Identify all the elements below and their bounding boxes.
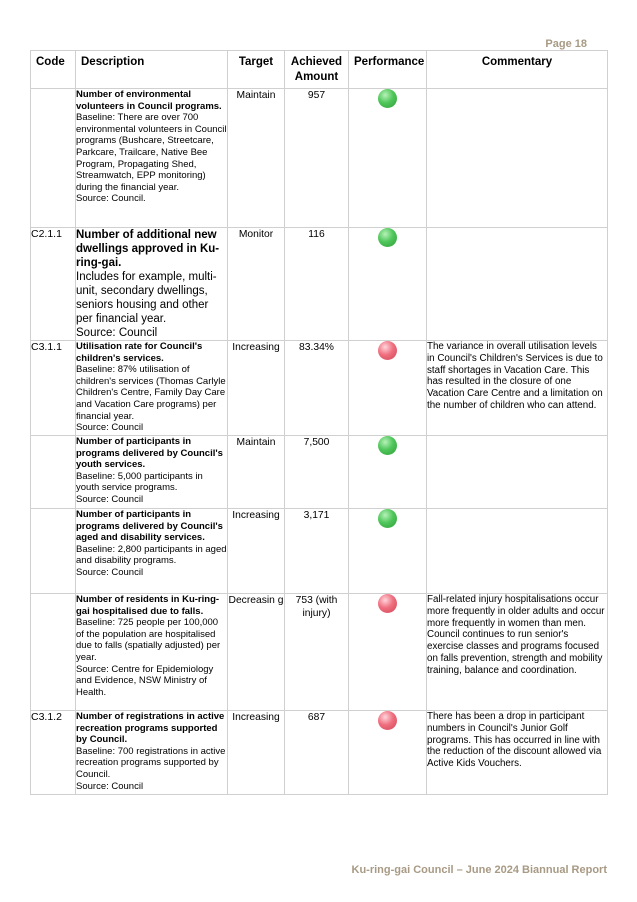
performance-green-indicator-icon: [378, 509, 397, 528]
row-description: [76, 711, 228, 795]
row-commentary: The variance in overall utilisation levels in Council's Children's Services is due to staff shortages in Vacation Care. This has resulted in the closure of one Vacation Care Centre and a limitation on the number of children who can attend.: [427, 341, 608, 436]
row-performance: [349, 594, 427, 711]
measure-baseline: Includes for example, multi-unit, secondary dwellings, seniors housing and other per financial year.: [76, 271, 217, 325]
row-description: [76, 436, 228, 509]
row-code: [31, 436, 76, 509]
header-description: Description: [76, 51, 228, 89]
measure-title: Utilisation rate for Council's children's services.: [76, 341, 203, 364]
performance-green-indicator-icon: [378, 228, 397, 247]
row-code: C3.1.2: [31, 711, 76, 795]
row-target: Decreasin g: [228, 594, 285, 711]
measure-title: Number of registrations in active recreation programs supported by Council.: [76, 711, 225, 746]
row-performance: [349, 89, 427, 228]
performance-green-indicator-icon: [378, 436, 397, 455]
row-description: [76, 509, 228, 594]
measure-baseline: Baseline: 5,000 participants in youth service programs.: [76, 470, 203, 494]
performance-red-indicator-icon: [378, 711, 397, 730]
row-achieved: 3,171: [285, 509, 349, 594]
header-achieved-amount: [285, 51, 349, 89]
row-target: Increasing: [228, 711, 285, 795]
row-performance: [349, 711, 427, 795]
row-target: Maintain: [228, 436, 285, 509]
measure-baseline: Baseline: 87% utilisation of children's services (Thomas Carlyle Children's Centre, Family Day Care and Vacation Care programs) per financial year.: [76, 364, 226, 422]
row-code: C3.1.1: [31, 341, 76, 436]
measure-title: Number of additional new dwellings approved in Ku-ring-gai.: [76, 229, 220, 269]
row-performance: [349, 228, 427, 341]
row-achieved: 957: [285, 89, 349, 228]
header-code: Code: [31, 51, 76, 89]
table-row: [31, 509, 608, 594]
measure-title: Number of participants in programs delivered by Council's youth services.: [76, 436, 223, 471]
table-row: [31, 89, 608, 228]
row-description: [76, 341, 228, 436]
measure-source: Source: Council: [76, 493, 144, 505]
row-description: [76, 594, 228, 711]
row-performance: [349, 436, 427, 509]
row-target: Increasing: [228, 341, 285, 436]
table-header-row: [31, 51, 608, 89]
header-achieved-line2: Amount: [294, 71, 339, 83]
row-performance: [349, 509, 427, 594]
row-achieved: 687: [285, 711, 349, 795]
page-number: Page 18: [545, 38, 587, 50]
row-achieved: 753 (with injury): [285, 594, 349, 711]
row-performance: [349, 341, 427, 436]
row-description: [76, 228, 228, 341]
table-row: [31, 228, 608, 341]
row-commentary: [427, 228, 608, 341]
table-row: [31, 711, 608, 795]
header-commentary: Commentary: [427, 51, 608, 89]
measure-source: Source: Council: [76, 780, 144, 792]
performance-table: [30, 50, 608, 795]
performance-green-indicator-icon: [378, 89, 397, 108]
table-row: [31, 436, 608, 509]
row-achieved: 83.34%: [285, 341, 349, 436]
row-target: Increasing: [228, 509, 285, 594]
row-code: [31, 509, 76, 594]
header-target: Target: [228, 51, 285, 89]
measure-title: Number of participants in programs delivered by Council's aged and disability services.: [76, 509, 223, 544]
performance-red-indicator-icon: [378, 594, 397, 613]
measure-baseline: Baseline: 700 registrations in active recreation programs supported by Council.: [76, 745, 226, 780]
row-description: [76, 89, 228, 228]
measure-source: Source: Council: [76, 422, 144, 434]
row-code: C2.1.1: [31, 228, 76, 341]
measure-baseline: Baseline: 2,800 participants in aged and disability programs.: [76, 543, 227, 567]
row-achieved: 7,500: [285, 436, 349, 509]
header-achieved-line1: Achieved: [290, 56, 343, 68]
measure-source: Source: Council: [76, 566, 144, 578]
row-target: Maintain: [228, 89, 285, 228]
measure-title: Number of residents in Ku-ring-gai hospitalised due to falls.: [76, 594, 220, 617]
row-target: Monitor: [228, 228, 285, 341]
measure-source: Source: Council: [76, 327, 158, 339]
measure-source: Source: Council.: [76, 193, 146, 205]
row-commentary: [427, 509, 608, 594]
row-commentary: Fall-related injury hospitalisations occur more frequently in older adults and occur more frequently in women than men. Council continues to run senior's exercise classes and programs focused on falls prevention, strength and mobility training, balance and coordination.: [427, 594, 608, 711]
row-code: [31, 89, 76, 228]
table-row: [31, 341, 608, 436]
row-commentary: [427, 89, 608, 228]
measure-baseline: Baseline: 725 people per 100,000 of the population are hospitalised due to falls (spatially adjusted) per year.: [76, 617, 221, 663]
measure-title: Number of environmental volunteers in Council programs.: [76, 89, 222, 112]
report-footer: Ku-ring-gai Council – June 2024 Biannual Report: [351, 864, 607, 876]
table-row: [31, 594, 608, 711]
measure-baseline: Baseline: There are over 700 environmental volunteers in Council programs (Bushcare, Streetcare, Parkcare, Trailcare, Native Bee Program, Propagating Shed, Streamwatch, EPP monitoring) during the financial year.: [76, 112, 227, 193]
performance-red-indicator-icon: [378, 341, 397, 360]
row-code: [31, 594, 76, 711]
row-commentary: [427, 436, 608, 509]
measure-source: Source: Centre for Epidemiology and Evidence, NSW Ministry of Health.: [76, 663, 214, 698]
row-achieved: 116: [285, 228, 349, 341]
header-performance: Performance: [349, 51, 427, 89]
row-commentary: There has been a drop in participant numbers in Council's Junior Golf programs. This has occurred in line with the reduction of the discount allowed via Active Kids Vouchers.: [427, 711, 608, 795]
